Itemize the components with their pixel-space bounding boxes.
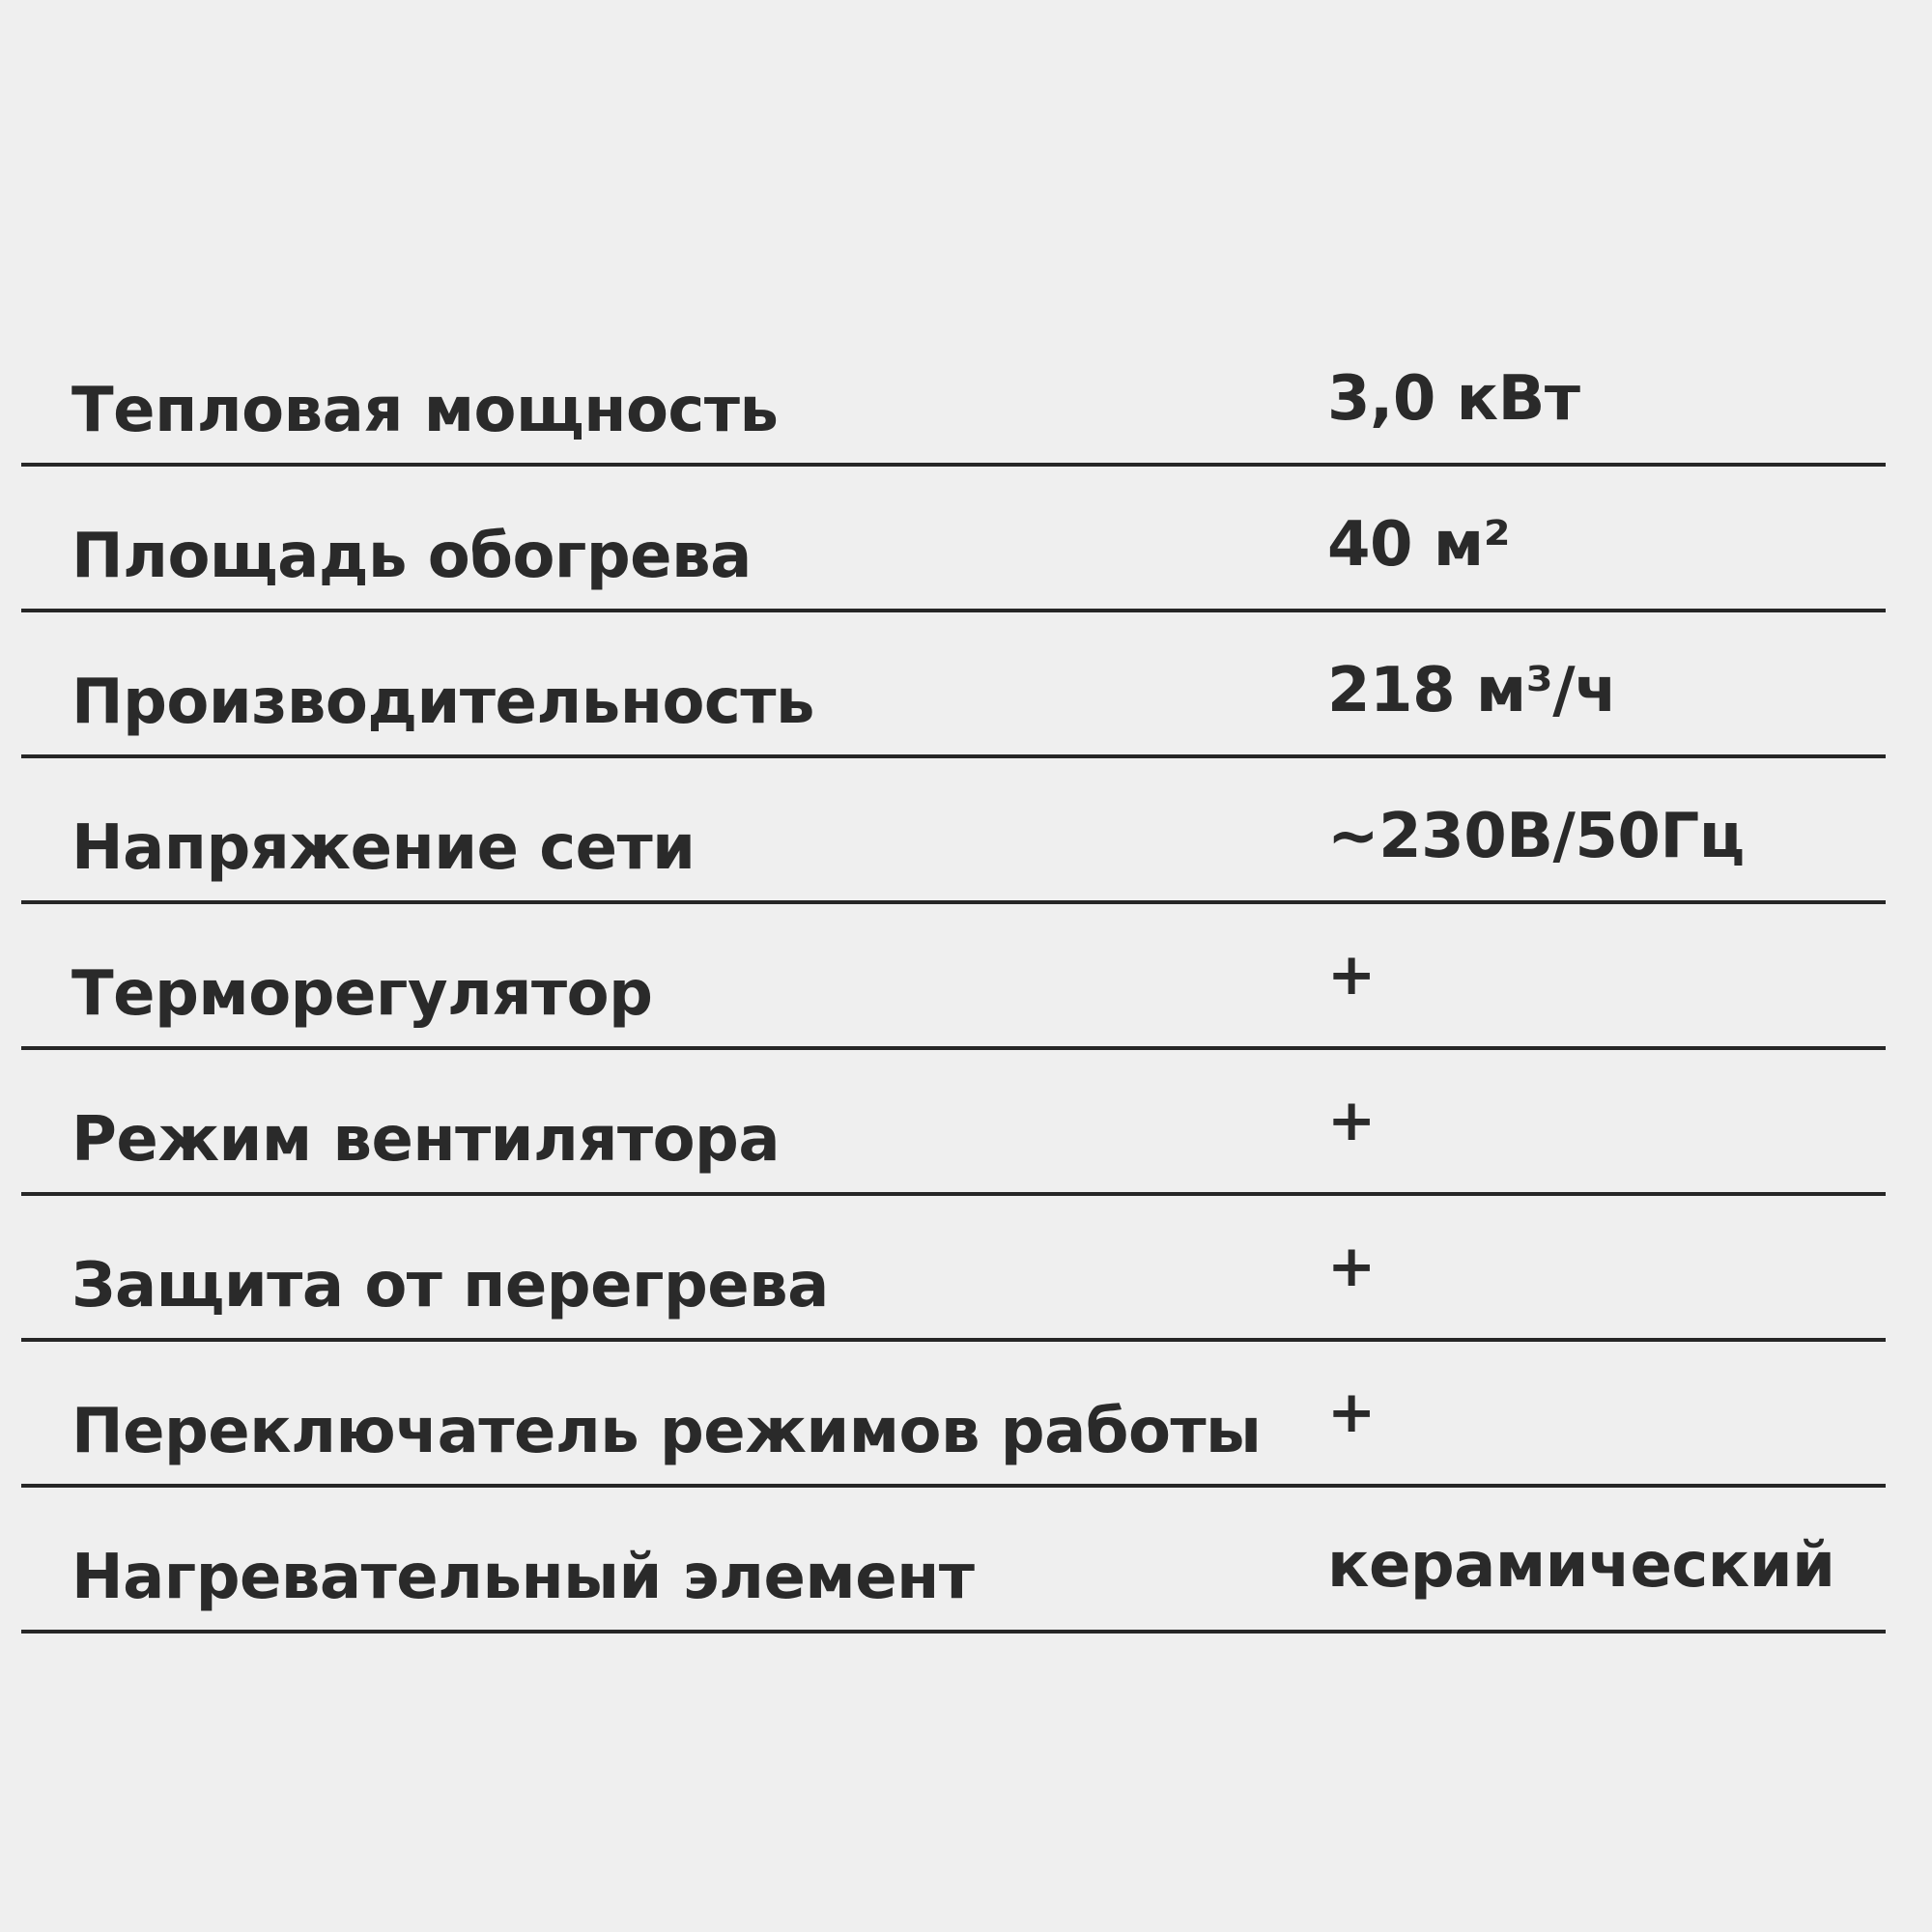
- spec-label: Терморегулятор: [71, 958, 653, 1030]
- spec-table: [21, 319, 1886, 1634]
- spec-row-overheat-protection: [21, 1196, 1886, 1342]
- spec-label: Защита от перегрева: [71, 1250, 829, 1321]
- spec-row-heat-output: [21, 319, 1886, 467]
- spec-value: +: [1327, 1233, 1376, 1300]
- spec-row-heating-element: [21, 1488, 1886, 1634]
- spec-value: 40 м²: [1327, 509, 1511, 581]
- spec-label: Режим вентилятора: [71, 1104, 781, 1176]
- spec-label: Напряжение сети: [71, 812, 696, 884]
- spec-row-airflow: [21, 612, 1886, 758]
- spec-row-heating-area: [21, 467, 1886, 612]
- spec-row-fan-mode: [21, 1050, 1886, 1196]
- spec-label: Переключатель режимов работы: [71, 1396, 1262, 1467]
- spec-value: +: [1327, 1087, 1376, 1154]
- spec-label: Площадь обогрева: [71, 521, 752, 592]
- spec-value: ~230В/50Гц: [1327, 801, 1745, 872]
- spec-label: Производительность: [71, 667, 814, 738]
- spec-value: 3,0 кВт: [1327, 363, 1580, 435]
- spec-value: керамический: [1327, 1530, 1835, 1602]
- spec-row-mode-switch: [21, 1342, 1886, 1488]
- spec-value: +: [1327, 1378, 1376, 1446]
- spec-label: Тепловая мощность: [71, 375, 779, 446]
- spec-row-voltage: [21, 758, 1886, 904]
- spec-row-thermostat: [21, 904, 1886, 1050]
- spec-value: 218 м³/ч: [1327, 655, 1617, 726]
- spec-value: +: [1327, 941, 1376, 1009]
- spec-label: Нагревательный элемент: [71, 1542, 975, 1613]
